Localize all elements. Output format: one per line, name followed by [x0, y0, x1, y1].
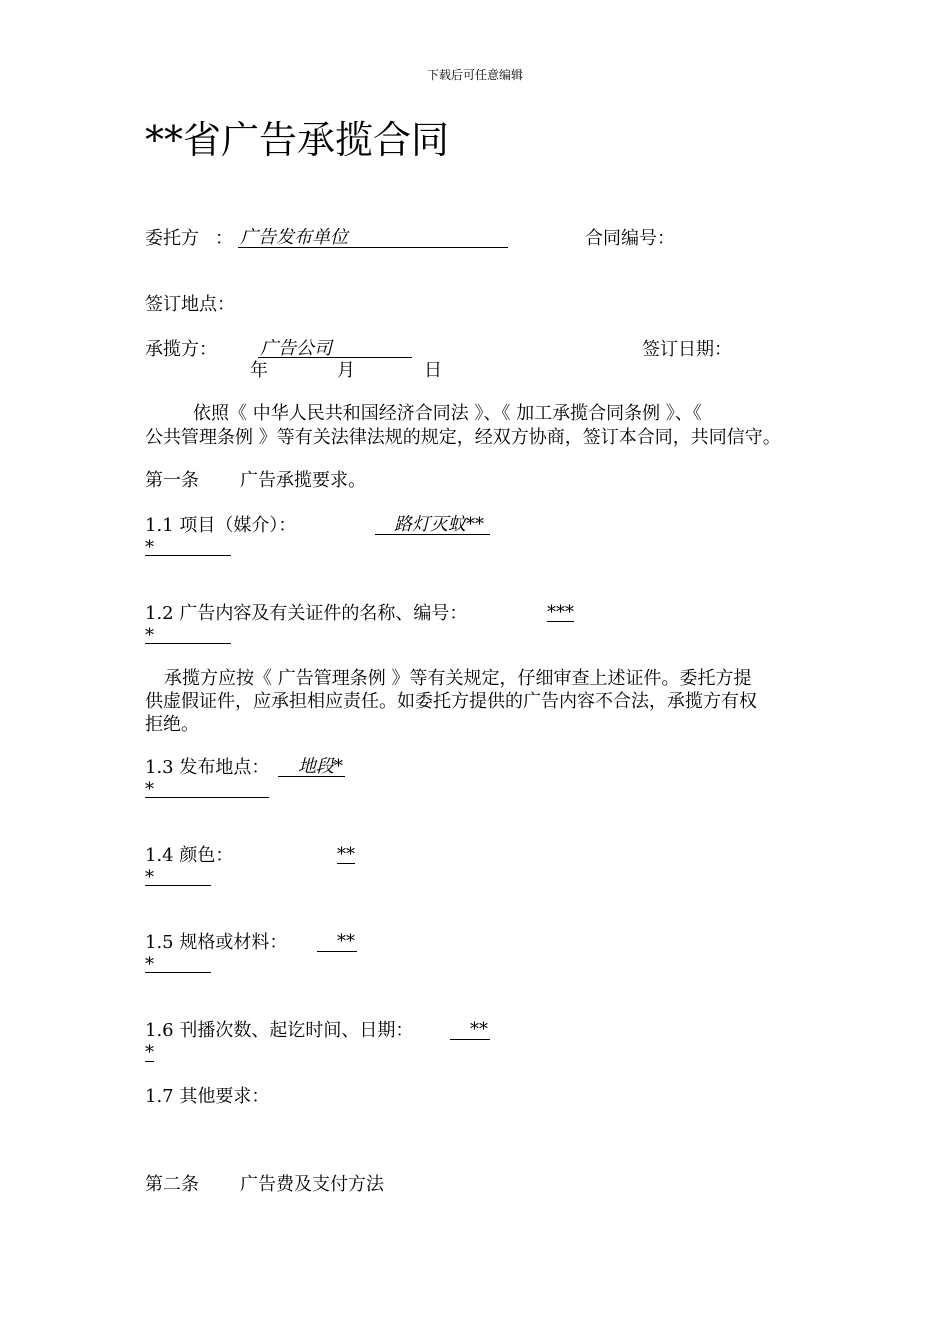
contractor-underline — [258, 357, 412, 358]
item-1-3-underline-2 — [145, 797, 269, 798]
item-1-6-underline — [450, 1039, 490, 1040]
intro-line-1: 依照《 中华人民共和国经济合同法 》、《 加工承揽合同条例 》、《 — [193, 403, 702, 424]
document-title: **省广告承揽合同 — [145, 118, 450, 162]
item-1-5-label: 1.5 规格或材料： — [145, 932, 288, 953]
date-day: 日 — [424, 360, 442, 381]
item-1-3-value: 地段* — [298, 756, 343, 777]
contractor-label: 承揽方： — [145, 339, 217, 360]
item-1-3-underline — [278, 776, 345, 777]
item-1-2-label: 1.2 广告内容及有关证件的名称、编号： — [145, 603, 468, 624]
item-1-4-continued: * — [145, 867, 154, 888]
contract-no-label: 合同编号： — [585, 228, 675, 249]
contractor-value: 广告公司 — [260, 338, 332, 359]
review-para-line-3: 拒绝。 — [145, 714, 199, 735]
client-value: 广告发布单位 — [240, 227, 348, 248]
item-1-7-label: 1.7 其他要求： — [145, 1086, 270, 1107]
item-1-6-value: ** — [470, 1019, 488, 1040]
item-1-5-continued: * — [145, 954, 154, 975]
item-1-4-underline-2 — [145, 885, 211, 886]
item-1-1-continued: * — [145, 537, 154, 558]
item-1-2-continued: * — [145, 625, 154, 646]
article1-title: 广告承揽要求。 — [240, 470, 366, 491]
item-1-5-value: ** — [337, 931, 355, 952]
client-label: 委托方 — [145, 228, 199, 249]
item-1-4-label: 1.4 颜色： — [145, 845, 234, 866]
item-1-5-underline-2 — [145, 972, 211, 973]
sign-date-label: 签订日期： — [642, 339, 732, 360]
intro-line-2: 公共管理条例 》等有关法律法规的规定，经双方协商，签订本合同，共同信守。 — [145, 427, 781, 448]
article1-number: 第一条 — [145, 470, 199, 491]
item-1-3-continued: * — [145, 779, 154, 800]
item-1-1-underline — [375, 534, 490, 535]
article2-title: 广告费及支付方法 — [240, 1174, 384, 1195]
item-1-2-value: *** — [547, 602, 574, 623]
client-underline — [238, 247, 508, 248]
item-1-3-label: 1.3 发布地点： — [145, 757, 270, 778]
date-month: 月 — [337, 360, 355, 381]
review-para-line-2: 供虚假证件，应承担相应责任。如委托方提供的广告内容不合法，承揽方有权 — [145, 691, 757, 712]
item-1-6-continued: * — [145, 1042, 154, 1063]
date-year: 年 — [250, 360, 268, 381]
item-1-1-label: 1.1 项目（媒介）： — [145, 515, 297, 536]
review-para-line-1: 承揽方应按《 广告管理条例 》等有关规定，仔细审查上述证件。委托方提 — [164, 668, 752, 689]
header-note: 下载后可任意编辑 — [426, 68, 523, 82]
sign-place-label: 签订地点： — [145, 294, 235, 315]
item-1-2-underline-2 — [145, 643, 231, 644]
client-colon: ： — [215, 228, 233, 249]
article2-number: 第二条 — [145, 1174, 199, 1195]
item-1-4-value: ** — [337, 844, 355, 865]
item-1-1-value: 路灯灭蚊** — [394, 514, 484, 535]
item-1-5-underline — [317, 951, 357, 952]
item-1-6-label: 1.6 刊播次数、起讫时间、日期： — [145, 1020, 414, 1041]
item-1-1-underline-2 — [145, 555, 231, 556]
